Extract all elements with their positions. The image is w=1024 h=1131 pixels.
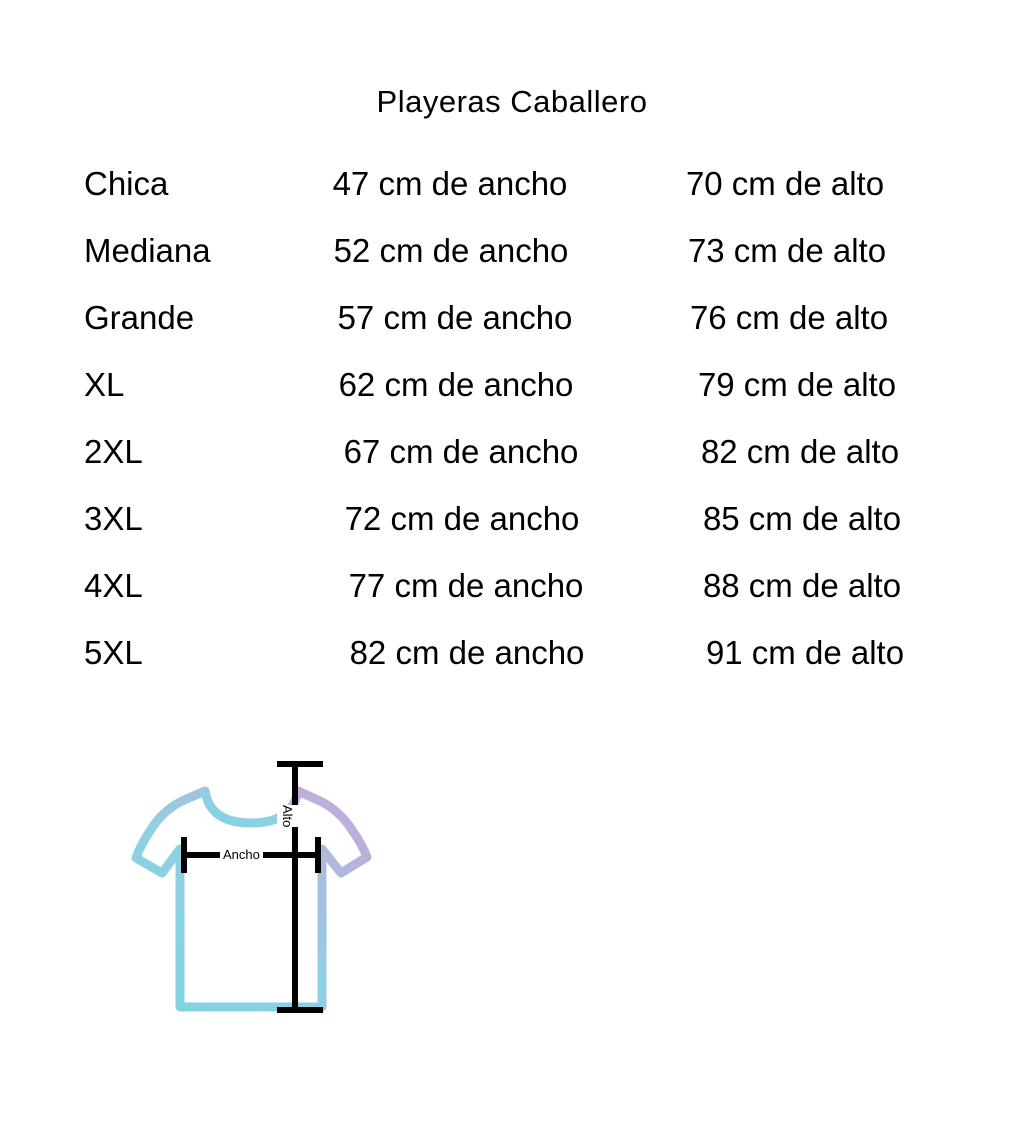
width-value: 82 cm de ancho: [349, 634, 585, 671]
table-row: [0, 165, 1024, 232]
height-value: 91 cm de alto: [705, 634, 905, 671]
table-row: [0, 500, 1024, 567]
width-value: 57 cm de ancho: [337, 299, 573, 336]
table-row: [0, 433, 1024, 500]
width-value: 72 cm de ancho: [344, 500, 580, 537]
size-label: Chica: [84, 165, 169, 202]
height-value: 82 cm de alto: [700, 433, 900, 470]
width-value: 67 cm de ancho: [343, 433, 579, 470]
size-label: 4XL: [84, 567, 143, 604]
width-measure-label: Ancho: [220, 847, 263, 862]
table-row: [0, 366, 1024, 433]
width-value: 62 cm de ancho: [338, 366, 574, 403]
height-value: 79 cm de alto: [697, 366, 897, 403]
size-label: 2XL: [84, 433, 143, 470]
tshirt-measure-diagram: [110, 745, 410, 1035]
size-label: Grande: [84, 299, 195, 336]
width-value: 47 cm de ancho: [332, 165, 568, 202]
size-label: Mediana: [84, 232, 211, 269]
size-table: [0, 165, 1024, 701]
table-row: [0, 232, 1024, 299]
width-value: 77 cm de ancho: [348, 567, 584, 604]
height-value: 70 cm de alto: [685, 165, 885, 202]
table-row: [0, 634, 1024, 701]
tshirt-icon: [136, 791, 367, 1007]
size-label: 5XL: [84, 634, 143, 671]
height-measure-label: Alto: [277, 805, 298, 827]
height-value: 85 cm de alto: [702, 500, 902, 537]
height-value: 88 cm de alto: [702, 567, 902, 604]
table-row: [0, 299, 1024, 366]
size-label: 3XL: [84, 500, 143, 537]
page-title: Playeras Caballero: [376, 84, 648, 119]
size-label: XL: [84, 366, 125, 403]
width-value: 52 cm de ancho: [333, 232, 569, 269]
height-value: 76 cm de alto: [689, 299, 889, 336]
height-value: 73 cm de alto: [687, 232, 887, 269]
table-row: [0, 567, 1024, 634]
